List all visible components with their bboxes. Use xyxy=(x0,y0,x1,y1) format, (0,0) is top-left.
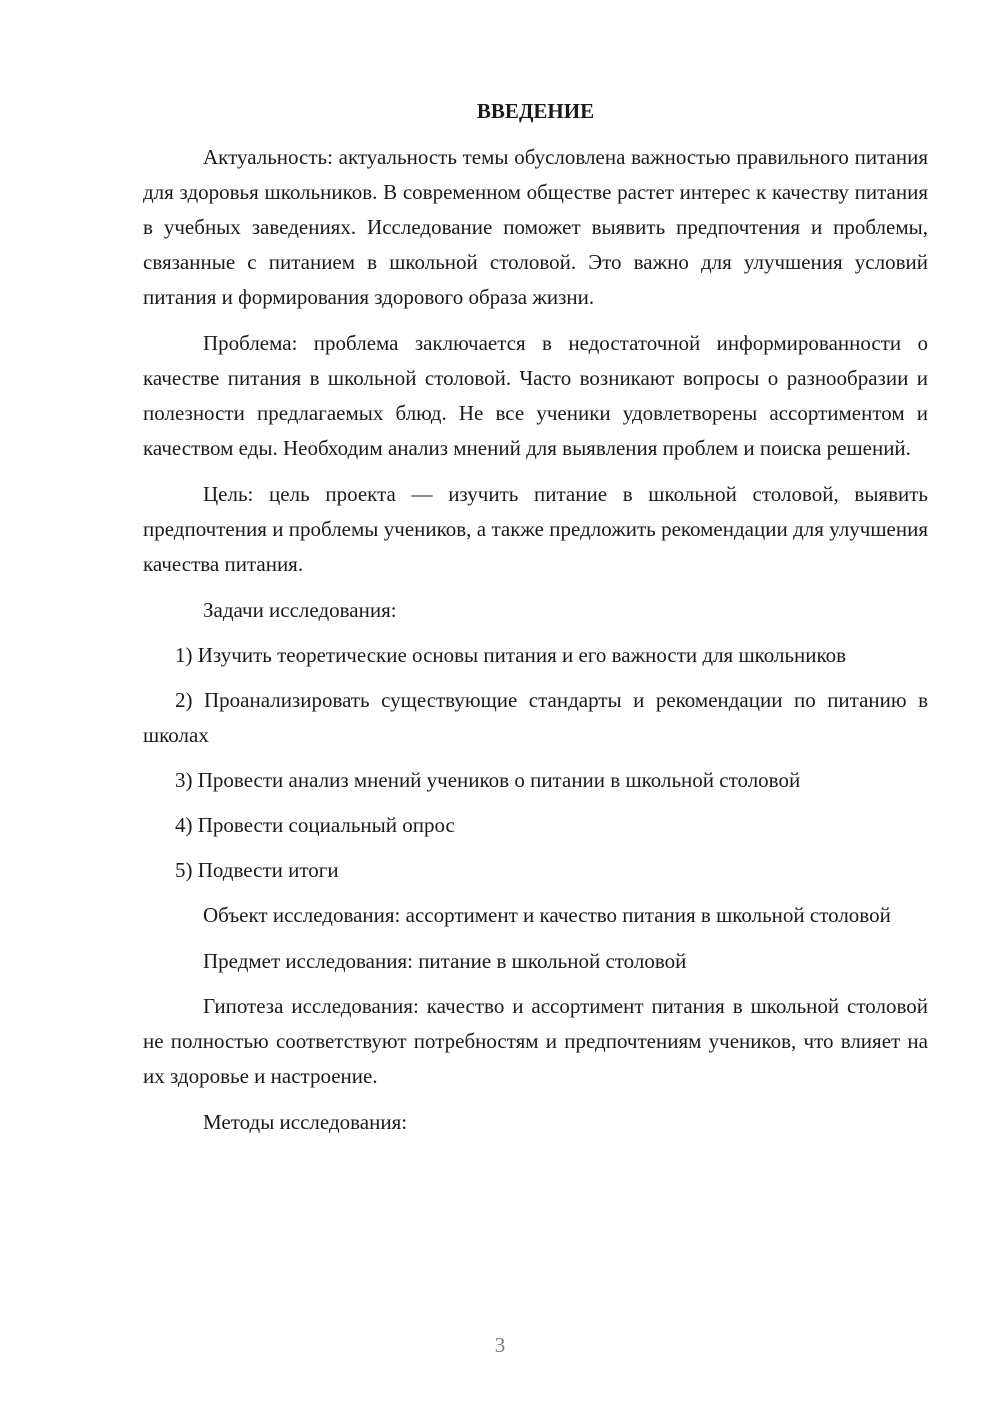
list-item: 1) Изучить теоретические основы питания и его важности для школьников xyxy=(175,643,847,667)
list-item: 2) Проанализировать существующие стандарты и рекомендации по питанию в школах xyxy=(143,688,928,747)
list-item: 3) Провести анализ мнений учеников о питании в школьной столовой xyxy=(175,768,801,792)
list-item: 4) Провести социальный опрос xyxy=(175,813,455,837)
paragraph-object: Объект исследования: ассортимент и качество питания в школьной столовой xyxy=(203,903,891,927)
document-page xyxy=(143,96,928,1150)
paragraph-problem: Проблема: проблема заключается в недостаточной информированности о качестве питания в школьной столовой. Часто возникают вопросы о разнообразии и полезности предлагаемых блюд. Не все ученики удовлетворены ассортиментом и качеством еды. Необходим анализ мнений для выявления проблем и поиска решений. xyxy=(143,331,928,460)
paragraph-goal: Цель: цель проекта — изучить питание в школьной столовой, выявить предпочтения и проблемы учеников, а также предложить рекомендации для улучшения качества питания. xyxy=(143,482,928,576)
section-heading: ВВЕДЕНИЕ xyxy=(476,99,595,123)
paragraph-relevance: Актуальность: актуальность темы обусловлена важностью правильного питания для здоровья школьников. В современном обществе растет интерес к качеству питания в учебных заведениях. Исследование поможет выявить предпочтения и проблемы, связанные с питанием в школьной столовой. Это важно для улучшения условий питания и формирования здорового образа жизни. xyxy=(143,145,928,309)
paragraph-hypothesis: Гипотеза исследования: качество и ассортимент питания в школьной столовой не полностью соответствуют потребностям и предпочтениям учеников, что влияет на их здоровье и настроение. xyxy=(143,994,928,1088)
list-item: 5) Подвести итоги xyxy=(175,858,339,882)
page-number: 3 xyxy=(494,1333,506,1357)
paragraph-subject: Предмет исследования: питание в школьной столовой xyxy=(203,949,687,973)
methods-label: Методы исследования: xyxy=(203,1110,408,1134)
tasks-label: Задачи исследования: xyxy=(203,598,397,622)
tasks-list xyxy=(143,638,928,888)
